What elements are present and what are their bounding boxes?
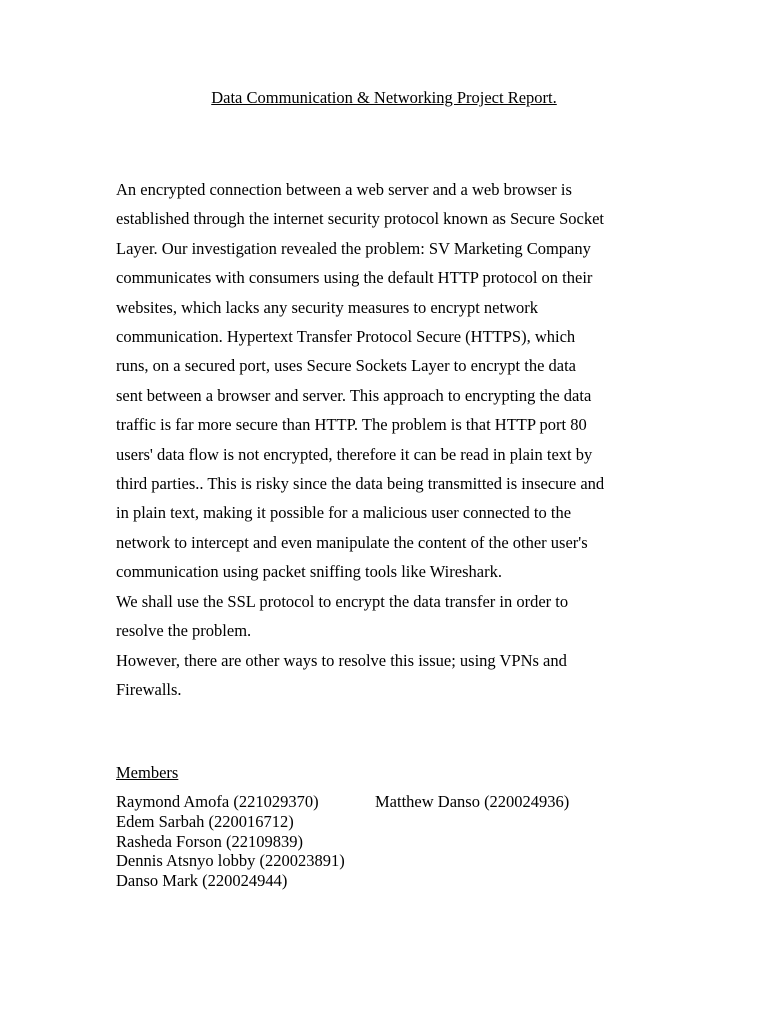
member-name: Dennis Atsnyo lobby (220023891) [116, 851, 345, 871]
body-line: communicates with consumers using the default HTTP protocol on their [116, 268, 593, 288]
body-line: We shall use the SSL protocol to encrypt the data transfer in order to [116, 591, 569, 611]
member-name: Matthew Danso (220024936) [375, 792, 570, 811]
body-line: in plain text, making it possible for a malicious user connected to the [116, 503, 572, 523]
body-line: runs, on a secured port, uses Secure Sockets Layer to encrypt the data [116, 356, 577, 376]
member-row [116, 832, 676, 852]
members-heading: Members [116, 763, 179, 782]
body-line: resolve the problem. [116, 621, 252, 641]
page-title [0, 88, 768, 108]
members-list [116, 792, 676, 891]
alternatives-paragraph [116, 646, 661, 705]
member-name: Danso Mark (220024944) [116, 871, 288, 891]
body-line: traffic is far more secure than HTTP. The problem is that HTTP port 80 [116, 415, 587, 435]
body-line: However, there are other ways to resolve this issue; using VPNs and [116, 650, 567, 670]
member-name: Rasheda Forson (22109839) [116, 831, 303, 851]
body-paragraph [116, 175, 661, 587]
body-line: network to intercept and even manipulate the content of the other user's [116, 532, 588, 552]
body-line: communication using packet sniffing tools like Wireshark. [116, 562, 502, 582]
body-line: Firewalls. [116, 679, 182, 699]
body-line: sent between a browser and server. This approach to encrypting the data [116, 385, 592, 405]
member-row [116, 792, 676, 812]
body-line: communication. Hypertext Transfer Protocol Secure (HTTPS), which [116, 327, 576, 347]
member-row [116, 851, 676, 871]
member-name: Edem Sarbah (220016712) [116, 811, 294, 831]
body-line: An encrypted connection between a web server and a web browser is [116, 180, 572, 199]
member-name: Raymond Amofa (221029370) [116, 792, 319, 811]
body-line: Layer. Our investigation revealed the problem: SV Marketing Company [116, 238, 591, 258]
body-line: third parties.. This is risky since the data being transmitted is insecure and [116, 474, 605, 494]
body-line: websites, which lacks any security measures to encrypt network [116, 297, 538, 317]
body-line: established through the internet security protocol known as Secure Socket [116, 209, 604, 229]
body-line: users' data flow is not encrypted, therefore it can be read in plain text by [116, 444, 593, 464]
page-title-text: Data Communication & Networking Project Report. [211, 88, 557, 107]
report-body [116, 175, 661, 704]
member-row [116, 871, 676, 891]
solution-paragraph [116, 587, 661, 646]
member-row [116, 812, 676, 832]
